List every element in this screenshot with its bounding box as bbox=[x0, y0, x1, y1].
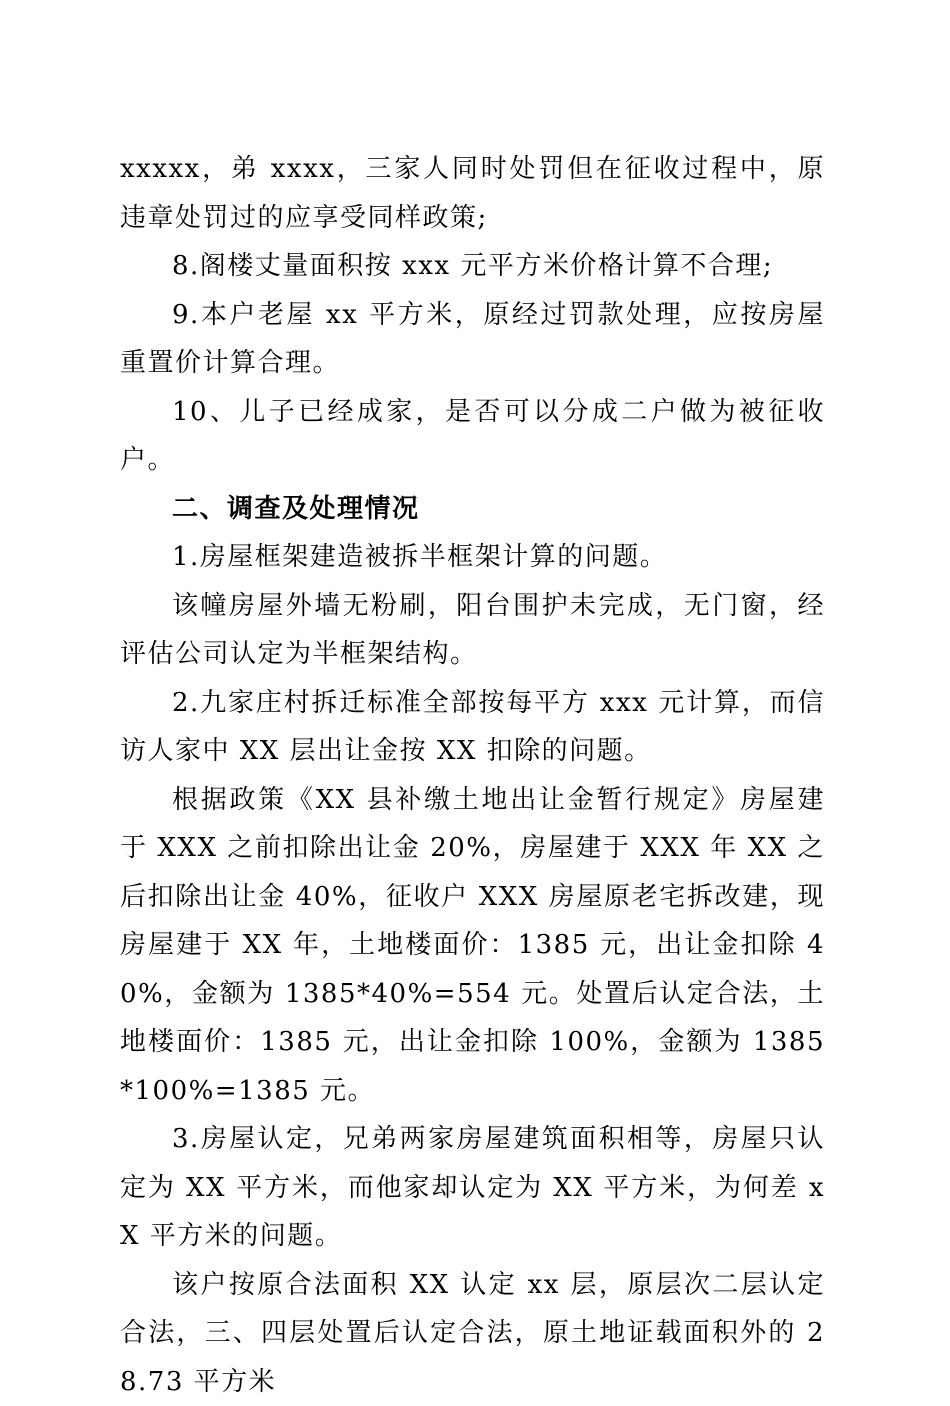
issue-2-response: 根据政策《XX 县补缴土地出让金暂行规定》房屋建于 XXX 之前扣除出让金 20%，房屋建于 XXX 年 XX 之后扣除出让金 40%，征收户 XXX 房屋原老宅拆改建，现房屋建于 XX 年，土地楼面价：1385 元，出让金扣除 40%，金额为 1385*40%=554 元。处置后认定合法，土地楼面价：1385 元，出让金扣除 100%，金额为 1385*100%=1385 元。 bbox=[120, 776, 825, 1116]
document-page bbox=[120, 145, 825, 1406]
issue-2-title: 2.九家庄村拆迁标准全部按每平方 xxx 元计算，而信访人家中 XX 层出让金按 XX 扣除的问题。 bbox=[120, 679, 825, 776]
item-9: 9.本户老屋 xx 平方米，原经过罚款处理，应按房屋重置价计算合理。 bbox=[120, 291, 825, 388]
issue-3-response: 该户按原合法面积 XX 认定 xx 层，原层次二层认定合法，三、四层处置后认定合法，原土地证载面积外的 28.73 平方米 bbox=[120, 1261, 825, 1406]
issue-3-title: 3.房屋认定，兄弟两家房屋建筑面积相等，房屋只认定为 XX 平方米，而他家却认定为 XX 平方米，为何差 xX 平方米的问题。 bbox=[120, 1115, 825, 1261]
paragraph-continuation: xxxxx，弟 xxxx，三家人同时处罚但在征收过程中，原违章处罚过的应享受同样政策; bbox=[120, 145, 825, 242]
section-heading-investigation: 二、调查及处理情况 bbox=[120, 485, 825, 534]
item-8: 8.阁楼丈量面积按 xxx 元平方米价格计算不合理; bbox=[120, 242, 825, 291]
issue-1-response: 该幢房屋外墙无粉刷，阳台围护未完成，无门窗，经评估公司认定为半框架结构。 bbox=[120, 582, 825, 679]
issue-1-title: 1.房屋框架建造被拆半框架计算的问题。 bbox=[120, 533, 825, 582]
item-10: 10、儿子已经成家，是否可以分成二户做为被征收户。 bbox=[120, 388, 825, 485]
